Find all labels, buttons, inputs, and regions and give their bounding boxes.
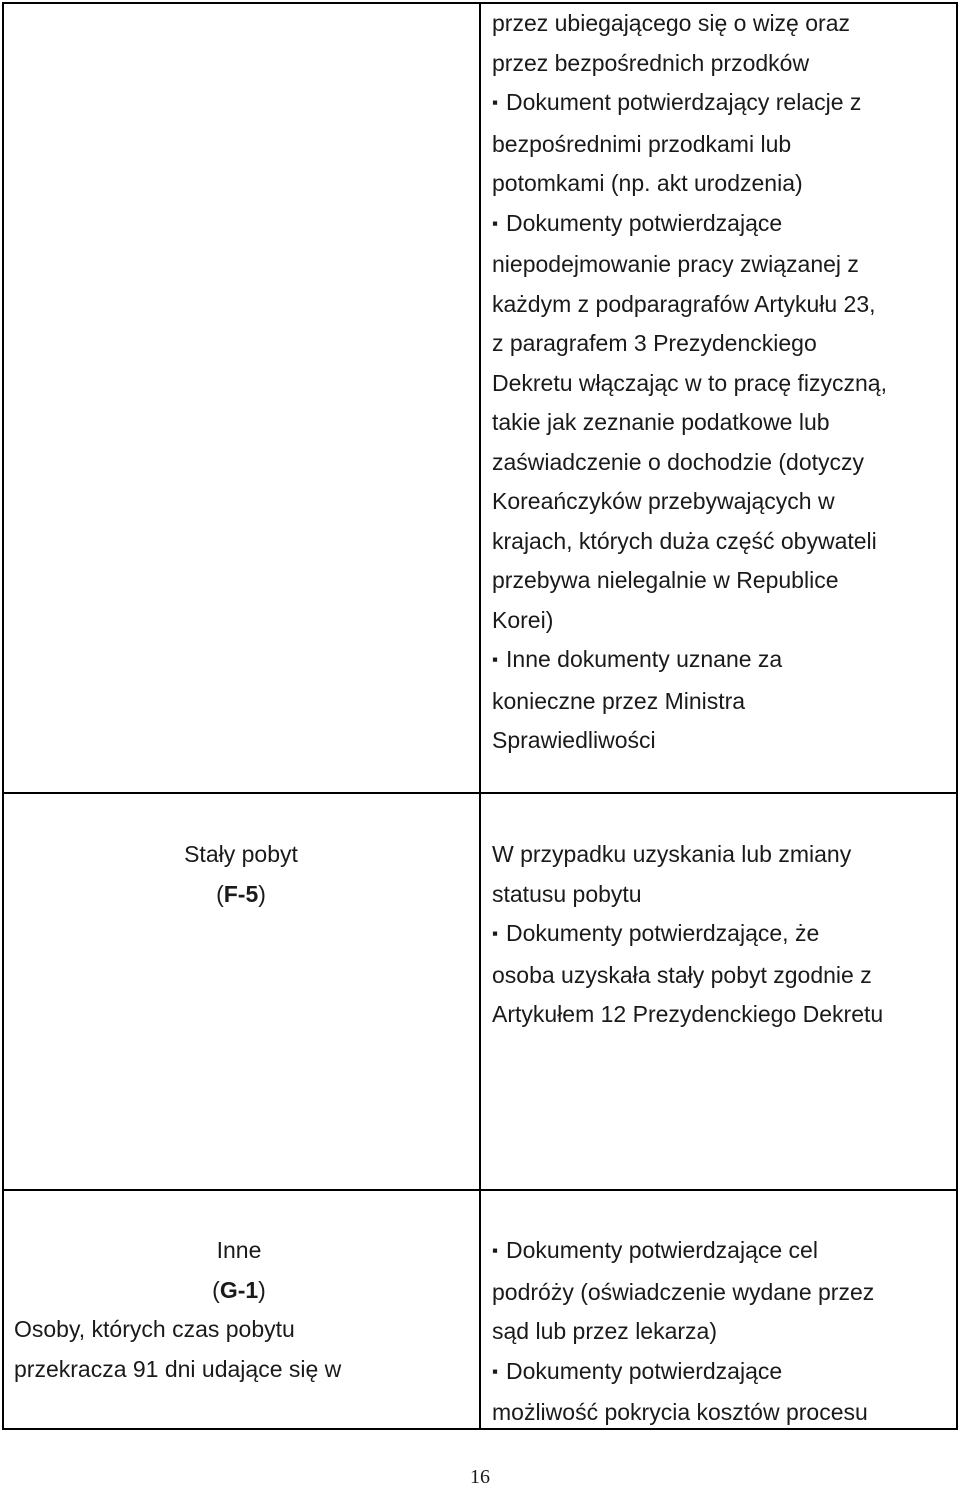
visa-code-label: (F-5) <box>216 880 266 907</box>
row3-requirements-cell <box>492 1231 947 1433</box>
table-border-left <box>2 2 4 1430</box>
row1-requirements-cell <box>492 4 947 761</box>
bullet-item-line: ▪ Dokumenty potwierdzające <box>492 204 947 246</box>
text-line: z paragrafem 3 Prezydenckiego <box>492 330 817 356</box>
visa-type-title: Stały pobyt <box>184 841 298 867</box>
text-line: konieczne przez Ministra <box>492 687 746 714</box>
text-line: przebywa nielegalnie w Republice <box>492 567 839 593</box>
text-line: podróży (oświadczenie wydane przez <box>492 1278 875 1305</box>
table-border-right <box>956 2 958 1430</box>
text-line: zaświadczenie o dochodzie (dotyczy <box>492 448 865 475</box>
table-column-divider <box>479 2 481 1430</box>
table-row-divider-1 <box>2 792 958 794</box>
text-line: Dekretu włączając w to pracę fizyczną, <box>492 369 887 396</box>
visa-description-line: przekracza 91 dni udające się w <box>14 1355 342 1382</box>
text-line: statusu pobytu <box>492 880 642 907</box>
row2-requirements-cell <box>492 835 947 1035</box>
text-line: Artykułem 12 Prezydenckiego Dekretu <box>492 1001 884 1027</box>
bullet-item-line: ▪ Dokument potwierdzający relacje z <box>492 83 947 125</box>
text-line: przez ubiegającego się o wizę oraz <box>492 10 850 36</box>
text-line: Korei) <box>492 606 554 633</box>
text-line: Sprawiedliwości <box>492 727 656 753</box>
bullet-item-line: ▪ Dokumenty potwierdzające, że <box>492 914 947 956</box>
text-line: potomkami (np. akt urodzenia) <box>492 170 803 196</box>
text-line: Koreańczyków przebywających w <box>492 488 835 514</box>
text-line: możliwość pokrycia kosztów procesu <box>492 1399 868 1425</box>
text-line: każdym z podparagrafów Artykułu 23, <box>492 290 876 317</box>
visa-description-line: Osoby, których czas pobytu <box>14 1316 295 1342</box>
row3-visa-type-cell <box>14 1231 474 1389</box>
text-line: krajach, których duża część obywateli <box>492 527 877 554</box>
table-row-divider-2 <box>2 1189 958 1191</box>
text-line: przez bezpośrednich przodków <box>492 49 810 76</box>
row2-visa-type-cell <box>4 835 478 914</box>
text-line: bezpośrednimi przodkami lub <box>492 130 792 157</box>
visa-code-label: (G-1) <box>212 1276 266 1303</box>
text-line: osoba uzyskała stały pobyt zgodnie z <box>492 961 872 988</box>
text-line: takie jak zeznanie podatkowe lub <box>492 409 830 435</box>
bullet-item-line: ▪ Inne dokumenty uznane za <box>492 640 947 682</box>
text-line: sąd lub przez lekarza) <box>492 1318 717 1344</box>
visa-code: F-5 <box>223 880 259 907</box>
bullet-item-line: ▪ Dokumenty potwierdzające cel <box>492 1231 947 1273</box>
visa-code: G-1 <box>219 1276 259 1303</box>
visa-type-title: Inne <box>216 1237 262 1263</box>
text-line: niepodejmowanie pracy związanej z <box>492 251 859 277</box>
bullet-item-line: ▪ Dokumenty potwierdzające <box>492 1352 947 1394</box>
page-number: 16 <box>470 1466 490 1488</box>
text-line: W przypadku uzyskania lub zmiany <box>492 841 852 867</box>
